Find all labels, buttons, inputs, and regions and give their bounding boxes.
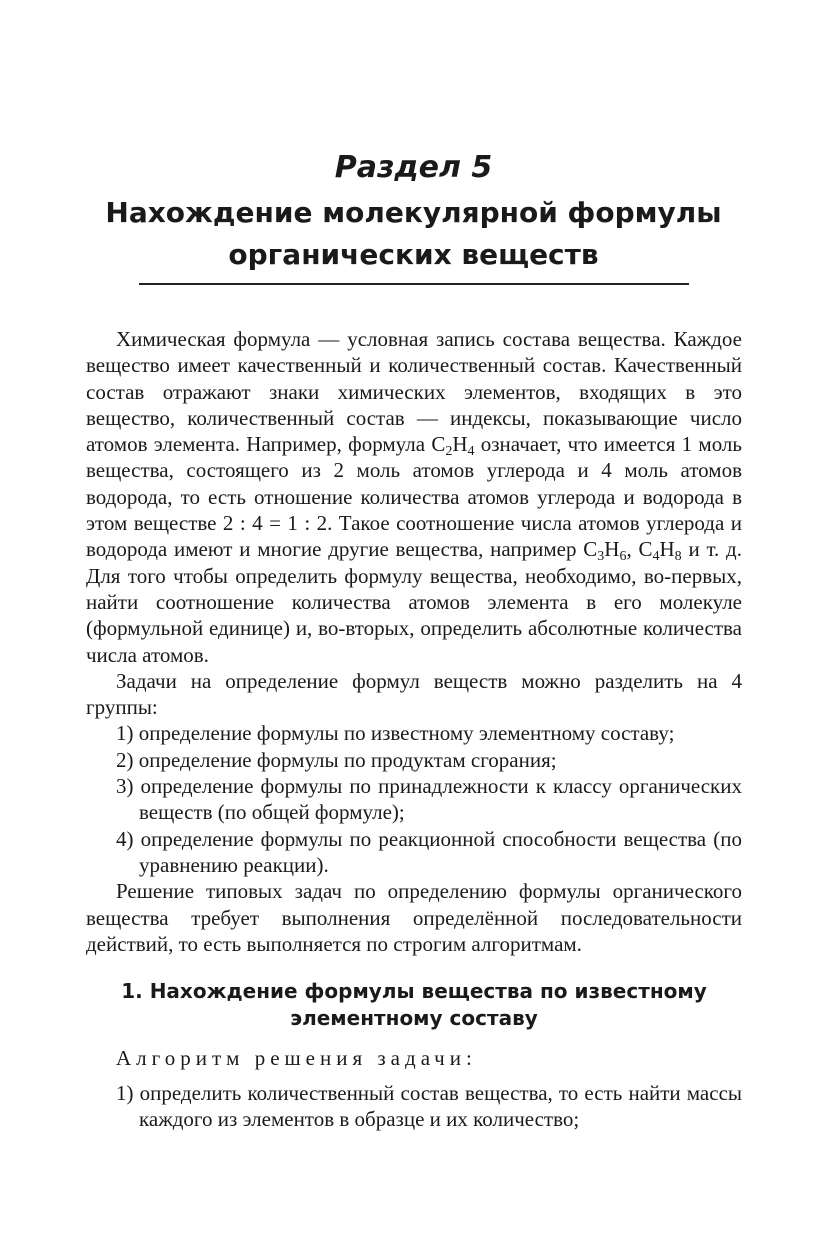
chapter-title <box>80 192 747 276</box>
chapter-title-line1: Нахождение молекулярной формулы <box>105 196 722 229</box>
title-underline <box>139 283 689 285</box>
algorithm-steps <box>86 1080 742 1133</box>
list-item: 4) определение формулы по реакционной способности вещества (по уравнению реакции). <box>116 826 742 877</box>
section-label: Раздел 5 <box>334 150 493 185</box>
chapter-title-line2: органических веществ <box>228 238 599 271</box>
intro-body <box>86 326 742 957</box>
formula-c2h4: C2H4 <box>431 432 475 460</box>
subsection-heading-line2: элементному составу <box>290 1006 538 1030</box>
list-item: 2) определение формулы по продуктам сгорания; <box>116 747 557 772</box>
subsection-heading-line1: 1. Нахождение формулы вещества по известному <box>121 979 707 1003</box>
intro-paragraph-3: Решение типовых задач по определению формулы органического вещества требует выполнения определённой последовательности действий, то есть выполняется по строгим алгоритмам. <box>86 879 742 956</box>
list-item: 3) определение формулы по принадлежности к классу органических веществ (по общей формуле); <box>116 774 742 825</box>
list-item: 1) определение формулы по известному элементному составу; <box>116 721 675 746</box>
intro-paragraph-2: Задачи на определение формул веществ можно разделить на 4 группы: <box>86 668 742 720</box>
list-item: 1) определить количественный состав вещества, то есть найти массы каждого из элементов в образце и их количество; <box>116 1081 742 1132</box>
algorithm-heading: Алгоритм решения задачи: <box>116 1046 477 1070</box>
formula-c4h8: C4H8 <box>638 537 682 565</box>
intro-paragraph-1: Химическая формула — условная запись состава вещества. Каждое вещество имеет качественный и количественный состав. Качественный состав отражают знаки химических элементов, входящих в это вещество, количественный состав — индексы, показывающие число атомов элемента. Например, формула C2H4 означает, что имеется 1 моль вещества, состоящего из 2 моль атомов углерода и 4 моль атомов водорода, то есть отношение количества атомов углерода и водорода в этом веществе 2 : 4 = 1 : 2. Такое соотношение числа атомов углерода и водорода имеют и многие другие вещества, например C3H6, C4H8 и т. д. Для того чтобы определить формулу вещества, необходимо, во-первых, найти соотношение количества атомов элемента в его молекуле (формульной единице) и, во-вторых, определить абсолютные количества числа атомов. <box>86 327 742 667</box>
formula-c3h6: C3H6 <box>583 537 627 565</box>
subsection-heading <box>86 978 742 1032</box>
